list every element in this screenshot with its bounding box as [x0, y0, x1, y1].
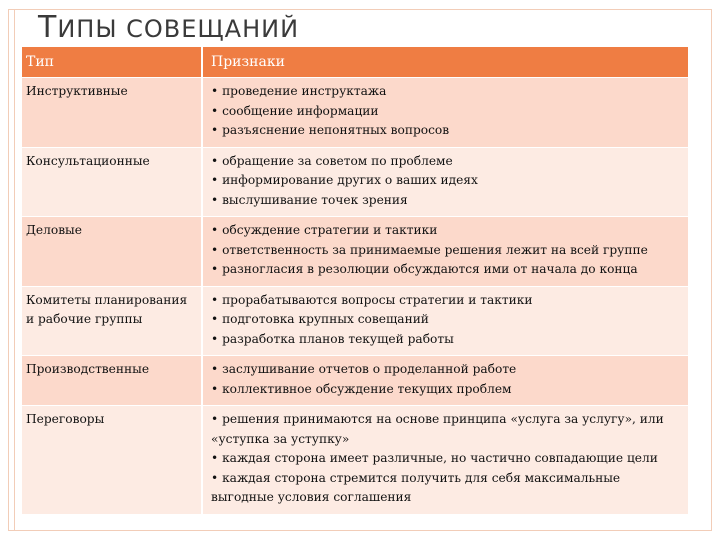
row-type: Производственные — [22, 356, 202, 406]
feature-item: • прорабатываются вопросы стратегии и тактики — [211, 292, 533, 307]
title-rest: ИПЫ СОВЕЩАНИЙ — [57, 15, 300, 43]
row-type: Комитеты планирования и рабочие группы — [22, 286, 202, 356]
title-first-letter: Т — [38, 10, 58, 45]
feature-item: • подготовка крупных совещаний — [211, 312, 429, 326]
feature-item: • выслушивание точек зрения — [211, 192, 408, 207]
feature-item: • каждая сторона стремится получить для себя максимальные выгодные условия соглашения — [211, 470, 621, 504]
header-type: Тип — [22, 47, 202, 78]
feature-item: • разработка планов текущей работы — [211, 331, 454, 346]
feature-item: • обсуждение стратегии и тактики — [211, 223, 438, 237]
table-row — [22, 217, 688, 287]
row-features — [202, 217, 688, 287]
row-features — [202, 147, 688, 217]
feature-item: • решения принимаются на основе принципа «услуга за услугу», или «уступка за уступку» — [211, 412, 664, 446]
feature-item: • разногласия в резолюции обсуждаются ими от начала до конца — [211, 262, 638, 276]
feature-item: • разъяснение непонятных вопросов — [211, 123, 450, 137]
row-type: Переговоры — [22, 406, 202, 515]
row-features — [202, 406, 688, 515]
feature-item: • ответственность за принимаемые решения лежит на всей группе — [211, 242, 648, 257]
row-features — [202, 286, 688, 356]
table-header-row — [22, 47, 688, 78]
row-type: Инструктивные — [22, 78, 202, 148]
row-features — [202, 78, 688, 148]
meeting-types-table — [22, 47, 688, 515]
feature-item: • проведение инструктажа — [211, 84, 387, 98]
table-row — [22, 147, 688, 217]
page-title — [38, 10, 299, 45]
feature-item: • коллективное обсуждение текущих проблем — [211, 381, 512, 396]
row-type: Деловые — [22, 217, 202, 287]
table-row — [22, 286, 688, 356]
feature-item: • заслушивание отчетов о проделанной работе — [211, 362, 517, 376]
table-row — [22, 356, 688, 406]
row-features — [202, 356, 688, 406]
feature-item: • сообщение информации — [211, 103, 379, 118]
table-row — [22, 78, 688, 148]
table-row — [22, 406, 688, 515]
slide-frame-line — [14, 9, 15, 531]
header-features: Признаки — [202, 47, 688, 78]
feature-item: • каждая сторона имеет различные, но частично совпадающие цели — [211, 451, 658, 465]
feature-item: • обращение за советом по проблеме — [211, 153, 453, 168]
feature-item: • информирование других о ваших идеях — [211, 173, 478, 187]
row-type: Консультационные — [22, 147, 202, 217]
